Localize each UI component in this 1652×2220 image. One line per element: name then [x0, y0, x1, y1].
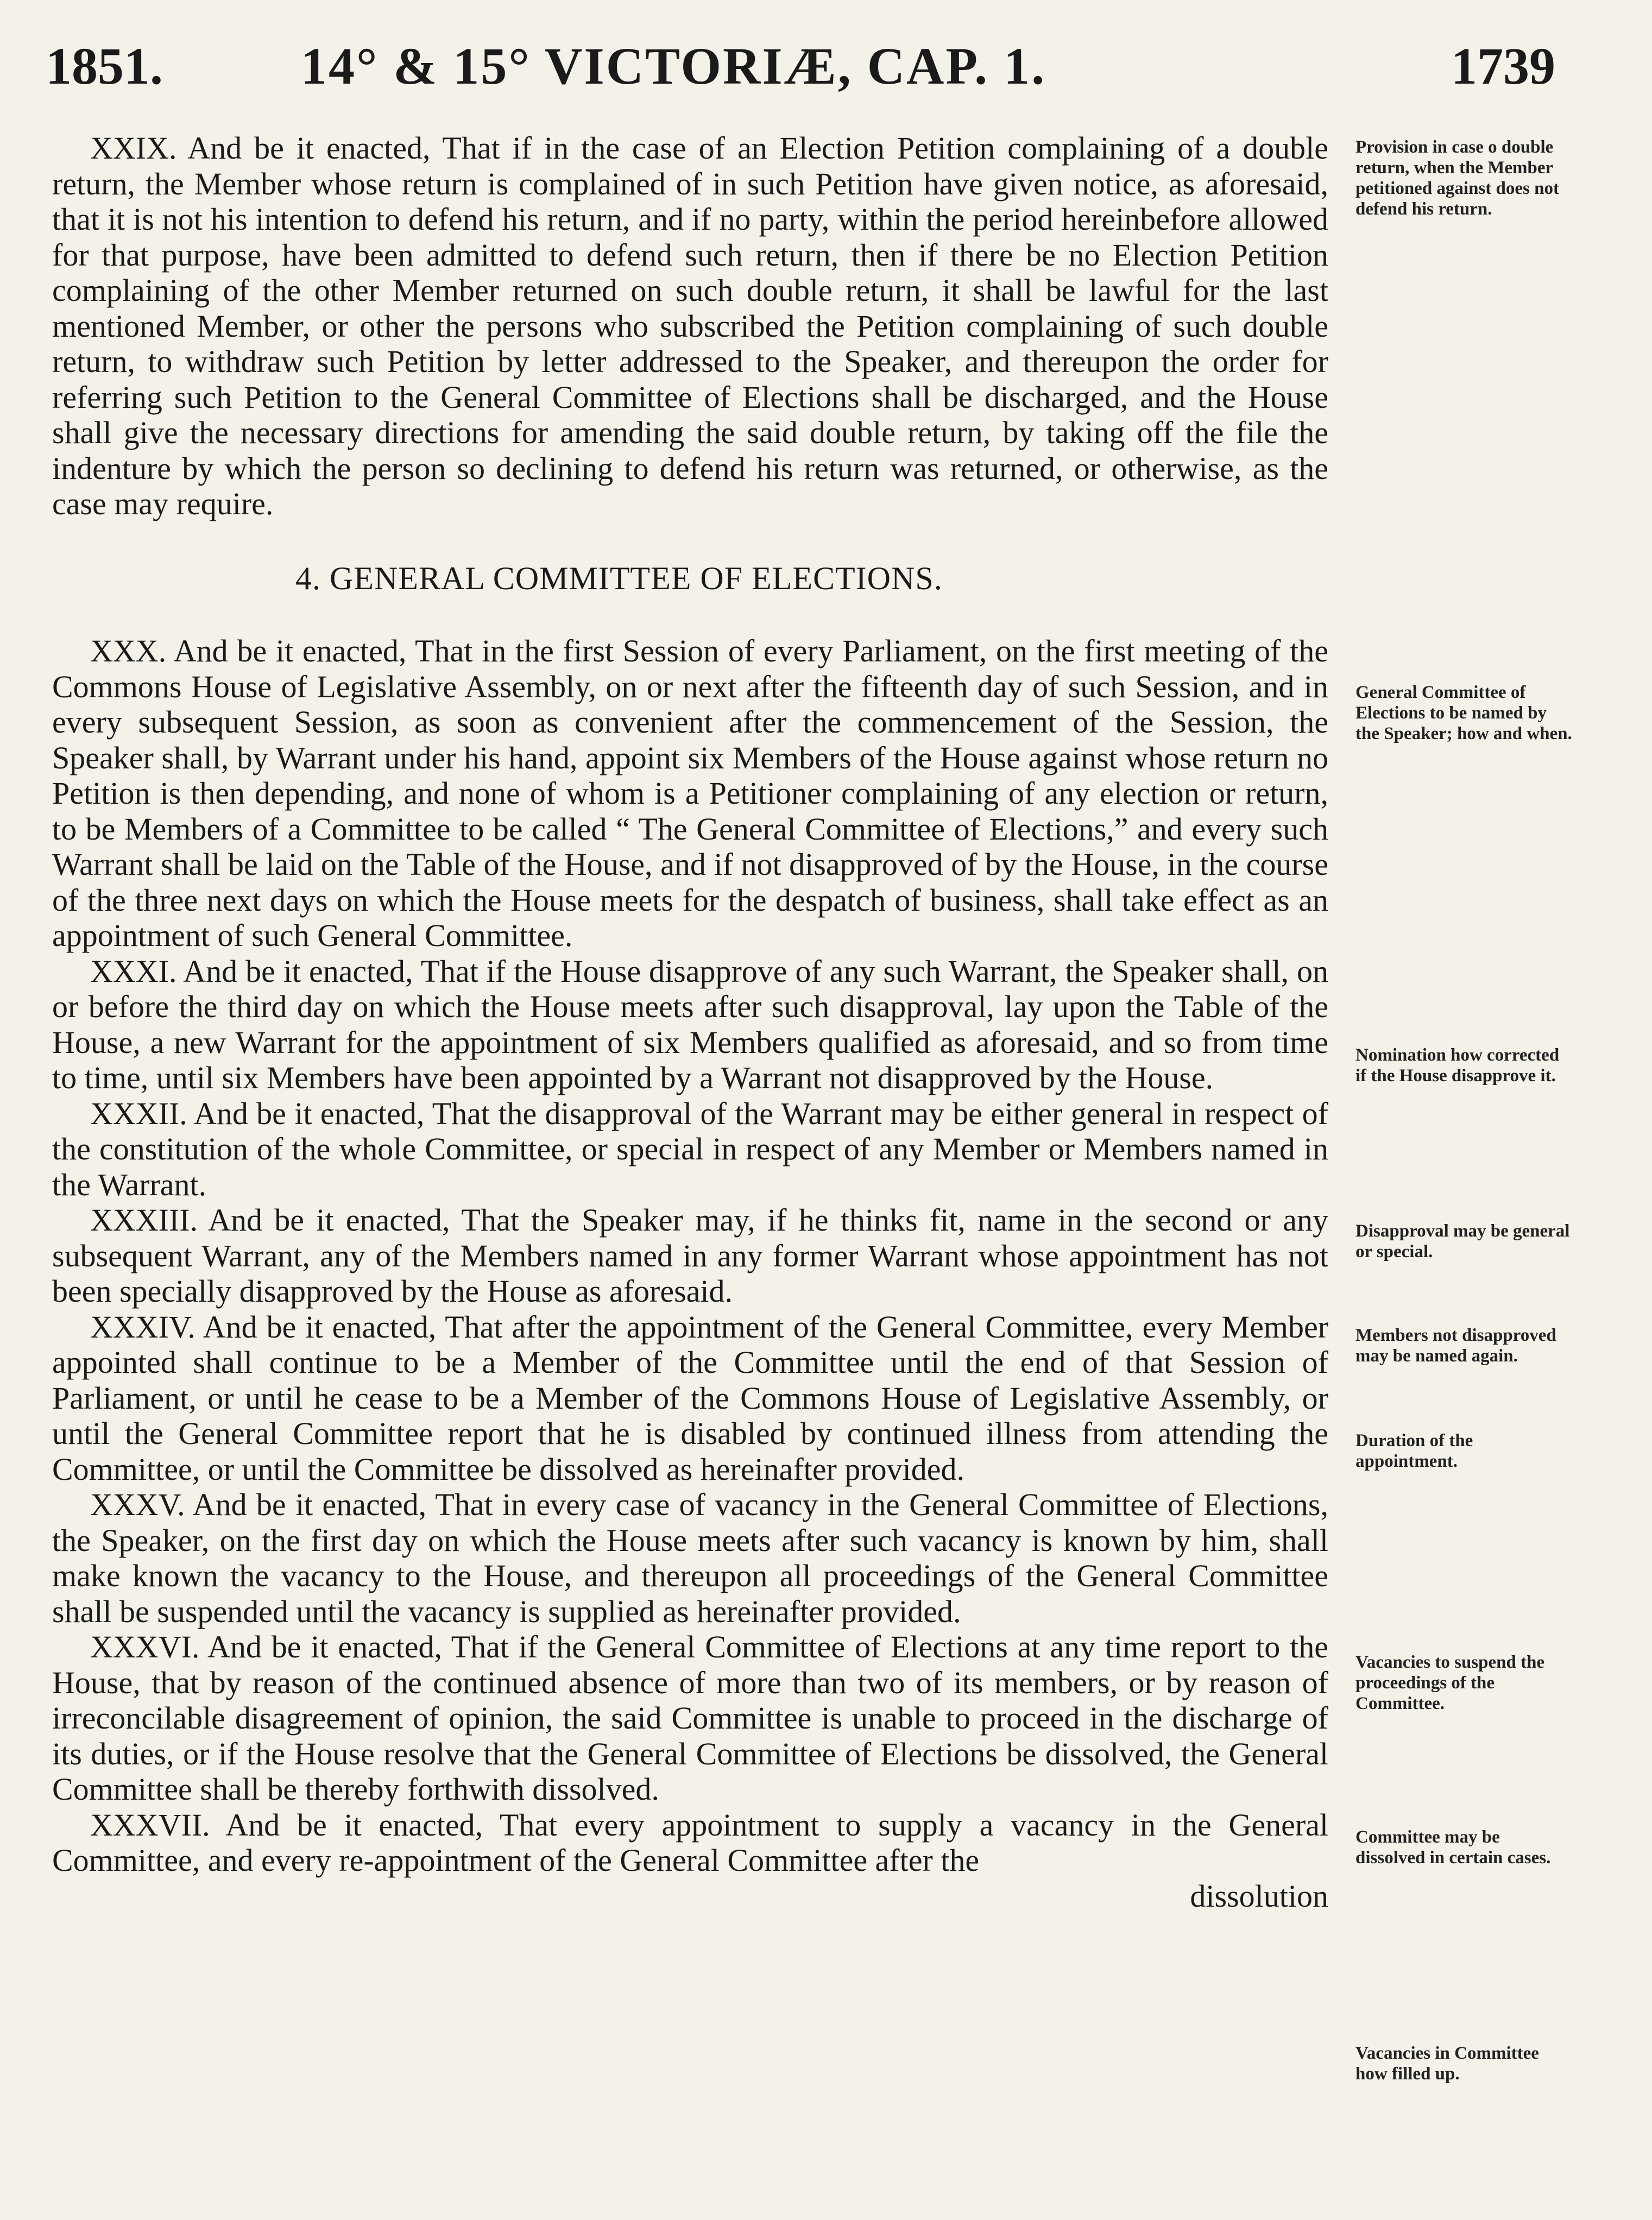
section-xxxiii: XXXIII. And be it enacted, That the Speaker may, if he thinks fit, name in the second or any subsequent Warrant, any of the Members named in any former Warrant whose appointment has not been specially disapproved by the House as aforesaid. — [52, 1202, 1328, 1309]
section-xxxvii: XXXVII. And be it enacted, That every appointment to supply a vacancy in the General Committee, and every re-appointment of the General Committee after the — [52, 1807, 1328, 1878]
margin-note-xxxii: Disapproval may be general or special. — [1355, 1221, 1570, 1262]
margin-note-xxxi: Nomination how corrected if the House disapprove it. — [1355, 1045, 1560, 1086]
margin-note-xxx: General Committee of Elections to be named by the Speaker; how and when. — [1355, 683, 1572, 743]
margin-note-xxix: Provision in case o double return, when the Member petitioned against does not defend his return. — [1355, 137, 1559, 219]
margin-note-xxxiii: Members not disapproved may be named again. — [1355, 1326, 1556, 1366]
section-xxxv: XXXV. And be it enacted, That in every case of vacancy in the General Committee of Elections, the Speaker, on the first day on which the House meets after such vacancy is known by him, shall make known the vacancy to the House, and thereupon all proceedings of the General Committee shall be suspended until the vacancy is supplied as hereinafter provided. — [52, 1487, 1328, 1629]
margin-note-xxxvi: Committee may be dissolved in certain cases. — [1355, 1827, 1551, 1868]
header-year: 1851. — [46, 37, 163, 95]
section-xxx: XXX. And be it enacted, That in the first Session of every Parliament, on the first meeting of the Commons House of Legislative Assembly, on or next after the fifteenth day of such Session, and in every subsequent Session, as soon as convenient after the commencement of the Session, the Speaker shall, by Warrant under his hand, appoint six Members of the House against whose return no Petition is then depending, and none of whom is a Petitioner complaining of any election or return, to be Members of a Committee to be called “ The General Committee of Elections,” and every such Warrant shall be laid on the Table of the House, and if not disapproved of by the House, in the course of the three next days on which the House meets for the despatch of business, shall take effect as an appointment of such General Committee. — [52, 633, 1328, 953]
margin-note-xxxv: Vacancies to suspend the proceedings of the Committee. — [1355, 1653, 1545, 1713]
margin-note-xxxvii: Vacancies in Committee how filled up. — [1355, 2044, 1539, 2084]
catchword: dissolution — [1190, 1878, 1328, 1914]
section-xxxi: XXXI. And be it enacted, That if the House disapprove of any such Warrant, the Speaker shall, on or before the third day on which the House meets after such disapproval, lay upon the Table of the House, a new Warrant for the appointment of six Members qualified as aforesaid, and so from time to time, until six Members have been appointed by a Warrant not disapproved by the House. — [52, 953, 1328, 1095]
header-title: 14° & 15° VICTORIÆ, CAP. 1. — [301, 37, 1046, 95]
main-text-column — [52, 130, 1328, 1914]
header-page-number: 1739 — [1451, 37, 1555, 95]
section-xxix: XXIX. And be it enacted, That if in the case of an Election Petition complaining of a double return, the Member whose return is complained of in such Petition have given notice, as aforesaid, that it is not his intention to defend his return, and if no party, within the period hereinbefore allowed for that purpose, have been admitted to defend such return, then if there be no Election Petition complaining of the other Member returned on such double return, it shall be lawful for the last mentioned Member, or other the persons who subscribed the Petition complaining of such double return, to withdraw such Petition by letter addressed to the Speaker, and thereupon the order for referring such Petition to the General Committee of Elections shall be discharged, and the House shall give the necessary directions for amending the said double return, by taking off the file the indenture by which the person so declining to defend his return was returned, or otherwise, as the case may require. — [52, 130, 1328, 521]
page-header — [46, 34, 1555, 99]
section-xxxiv: XXXIV. And be it enacted, That after the appointment of the General Committee, every Member appointed shall continue to be a Member of the Committee until the end of that Session of Parliament, or until he cease to be a Member of the Commons House of Legislative Assembly, or until the General Committee report that he is disabled by continued illness from attending the Committee, or until the Committee be dissolved as hereinafter provided. — [52, 1309, 1328, 1487]
margin-note-xxxiv: Duration of the appointment. — [1355, 1431, 1473, 1471]
section-heading: 4. GENERAL COMMITTEE OF ELECTIONS. — [295, 560, 943, 596]
section-xxxvi: XXXVI. And be it enacted, That if the General Committee of Elections at any time report to the House, that by reason of the continued absence of more than two of its members, or by reason of irreconcilable disagreement of opinion, the said Committee is unable to proceed in the discharge of its duties, or if the House resolve that the General Committee of Elections be dissolved, the General Committee shall be thereby forthwith dissolved. — [52, 1629, 1328, 1807]
section-xxxii: XXXII. And be it enacted, That the disapproval of the Warrant may be either general in respect of the constitution of the whole Committee, or special in respect of any Member or Members named in the Warrant. — [52, 1095, 1328, 1202]
